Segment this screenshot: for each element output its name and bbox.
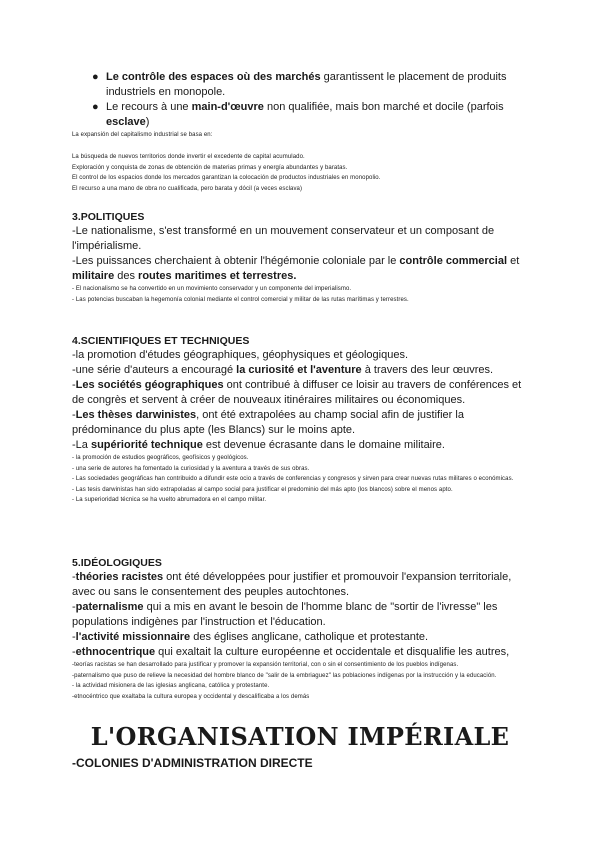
paragraph: -Les thèses darwinistes, ont été extrapolées au champ social afin de justifier la prédominance du plus apte (les Blancs) sur le moins apte. — [72, 409, 464, 436]
small-text: -paternalismo que puso de relieve la necesidad del hombre blanco de "salir de la embriaguez" las poblaciones indígenas por la instrucción y la educación. — [72, 672, 497, 679]
small-text: - La superioridad técnica se ha vuelto abrumadora en el campo militar. — [72, 497, 267, 503]
paragraph: -Les puissances cherchaient à obtenir l'hégémonie coloniale par le contrôle commercial et militaire des routes maritimes et terrestres. — [72, 255, 520, 282]
section-title: 3.POLITIQUES — [72, 211, 145, 223]
small-text: Exploración y conquista de zonas de obtención de materias primas y energía abundantes y baratas. — [72, 164, 348, 171]
small-text: - Las potencias buscaban la hegemonía colonial mediante el control comercial y militar de las rutas marítimas y terrestres. — [72, 296, 409, 303]
bullet-text: Le recours à une — [106, 101, 192, 113]
small-text: - la actividad misionera de las iglesias anglicana, católica y protestante. — [72, 683, 270, 689]
small-text: - Las tesis darwinistas han sido extrapoladas al campo social para justificar el predominio del más apto (los blancos) sobre el menos apto. — [72, 486, 453, 493]
bullet-bold: Le contrôle des espaces où des marchés — [106, 71, 321, 83]
bullet-bold: esclave — [106, 116, 146, 128]
small-text: La expansión del capitalismo industrial se basa en: — [72, 132, 213, 138]
bullet-item — [92, 70, 536, 100]
section-politiques — [72, 210, 532, 305]
small-text: -etnocéntrico que exaltaba la cultura europea y occidental y descalificaba a los demás — [72, 693, 310, 700]
section-ideologiques — [72, 556, 532, 702]
small-text: - una serie de autores ha fomentado la curiosidad y la aventura a través de sus obras. — [72, 465, 310, 472]
section-title: 5.IDÉOLOGIQUES — [72, 557, 162, 569]
bullet-dot: ● — [92, 101, 99, 113]
bullet-bold: main-d'œuvre — [191, 101, 264, 113]
paragraph: -ethnocentrique qui exaltait la culture européenne et occidentale et disqualifie les autres, — [72, 646, 510, 658]
small-text: -teorías racistas se han desarrollado para justificar y promover la expansión territorial, con o sin el consentimiento de los pueblos indígenas. — [72, 662, 459, 668]
small-translation-block — [72, 152, 532, 194]
bullet-text: non qualifiée, mais bon marché et docile (parfois — [263, 101, 504, 113]
paragraph: -la promotion d'études géographiques, géophysiques et géologiques. — [72, 349, 409, 361]
bullet-text: ) — [145, 116, 150, 128]
paragraph: -l'activité missionnaire des églises anglicane, catholique et protestante. — [72, 631, 429, 643]
small-text: - Las sociedades geográficas han contribuido a difundir este ocio a través de conferencias y congresos y sirven para crear nuevas rutas militares o económicas. — [72, 476, 514, 482]
paragraph: -Le nationalisme, s'est transformé en un mouvement conservateur et un composant de l'impérialisme. — [72, 225, 495, 252]
small-text: - El nacionalismo se ha convertido en un movimiento conservador y un componente del imperialismo. — [72, 286, 352, 292]
small-text: El recurso a una mano de obra no cualificada, pero barata y dócil (a veces esclava) — [72, 185, 303, 192]
paragraph: -Les sociétés géographiques ont contribué à diffuser ce loisir au travers de conférences et de congrès et servent à créer de nouveaux itinéraires militaires ou économiques. — [72, 379, 522, 406]
section-title: 4.SCIENTIFIQUES ET TECHNIQUES — [72, 335, 250, 347]
small-translation-intro — [72, 130, 532, 141]
paragraph: -paternalisme qui a mis en avant le besoin de l'homme blanc de "sortir de l'ivresse" les populations indigènes par l'instruction et l'éducation. — [72, 601, 498, 628]
small-text: La búsqueda de nuevos territorios donde invertir el excedente de capital acumulado. — [72, 154, 305, 160]
paragraph: -La supériorité technique est devenue écrasante dans le domaine militaire. — [72, 439, 445, 451]
bullet-dot: ● — [92, 71, 99, 83]
main-heading: L'ORGANISATION IMPÉRIALE — [90, 722, 510, 751]
section-scientifiques — [72, 334, 532, 506]
sub-heading: -COLONIES D'ADMINISTRATION DIRECTE — [72, 756, 313, 770]
bullet-item — [92, 100, 536, 130]
small-text: - la promoción de estudios geográficos, geofísicos y geológicos. — [72, 455, 249, 461]
paragraph: -théories racistes ont été développées pour justifier et promouvoir l'expansion territoriale, avec ou sans le consentement des peuples autochtones. — [72, 571, 512, 598]
bullet-text: garantissent le placement de produits industriels en monopole. — [106, 71, 507, 98]
paragraph: -une série d'auteurs a encouragé la curiosité et l'aventure à travers des leur œuvres. — [72, 364, 494, 376]
small-text: El control de los espacios donde los mercados garantizan la colocación de productos industriales en monopolio. — [72, 175, 381, 181]
